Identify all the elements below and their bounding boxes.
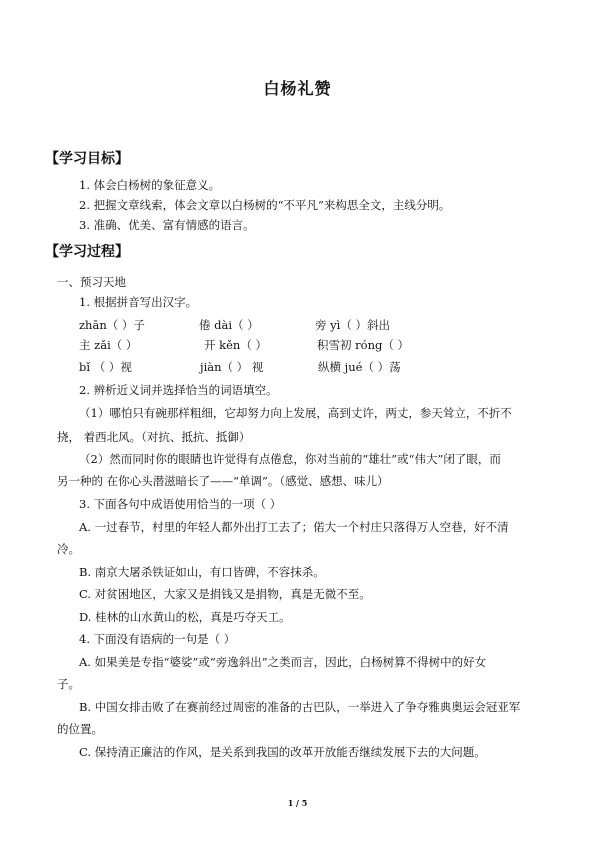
pinyin-item: 开 kěn（ ） (204, 338, 267, 352)
option-b: B. 南京大屠杀铁证如山，有口皆碑，不容抹杀。 (79, 565, 325, 579)
option-b: B. 中国女排击败了在赛前经过周密的准备的古巴队，一举进入了争夺雅典奥运会冠亚军 (79, 700, 521, 714)
question-2: 2. 辨析近义词并选择恰当的词语填空。 (79, 383, 278, 397)
pinyin-item: 纵横 jué（ ）荡 (318, 360, 401, 374)
question-3: 3. 下面各句中成语使用恰当的一项（ ） (79, 497, 282, 511)
pinyin-item: zhān（ ）子 (79, 318, 145, 332)
pinyin-item: 倦 dài（ ） (199, 318, 259, 332)
pinyin-item: jiàn（ ） 视 (200, 360, 264, 374)
option-a-cont: 冷。 (57, 542, 80, 556)
option-c: C. 对贫困地区，大家又是捐钱又是捐物，真是无微不至。 (79, 587, 371, 601)
goal-item: 2. 把握文章线索，体会文章以白杨树的“不平凡”来构思全文，主线分明。 (79, 198, 451, 212)
pinyin-item: 主 zǎi（ ） (79, 338, 138, 352)
question-1: 1. 根据拼音写出汉字。 (79, 295, 198, 309)
section-heading-process: 【学习过程】 (45, 244, 129, 260)
goal-item: 1. 体会白杨树的象征意义。 (79, 178, 221, 192)
pinyin-item: 旁 yì（ ）斜出 (315, 318, 390, 332)
option-a-cont: 子。 (57, 677, 80, 691)
part-heading: 一、预习天地 (57, 275, 126, 289)
page-title: 白杨礼赞 (263, 79, 332, 98)
option-b-cont: 的位置。 (57, 722, 103, 736)
pinyin-item: bǐ （ ）视 (79, 360, 132, 374)
question-text: （2）然而同时你的眼睛也许觉得有点倦怠，你对当前的“雄壮”或“伟大”闭了眼，而 (79, 452, 501, 466)
option-a: A. 一过春节，村里的年轻人都外出打工去了；偌大一个村庄只落得万人空巷，好不清 (79, 520, 509, 534)
option-c: C. 保持清正廉洁的作风，是关系到我国的改革开放能否继续发展下去的大问题。 (79, 745, 486, 759)
option-d: D. 桂林的山水黄山的松，真是巧夺天工。 (79, 610, 291, 624)
question-text: 挠， 着西北风。（对抗、抵抗、抵御） (57, 430, 251, 444)
question-4: 4. 下面没有语病的一句是（ ） (79, 632, 236, 646)
goal-item: 3. 准确、优美、富有情感的语言。 (79, 218, 255, 232)
question-text: 另一种的 在你心头潜滋暗长了——“单调”。（感觉、感想、味儿） (57, 474, 389, 488)
page-number: 1 / 5 (287, 798, 308, 808)
section-heading-goals: 【学习目标】 (45, 151, 129, 167)
question-text: （1）哪怕只有碗那样粗细，它却努力向上发展，高到丈许，两丈，参天耸立，不折不 (79, 406, 512, 420)
option-a: A. 如果美是专指“婆娑”或“旁逸斜出”之类而言，因此，白杨树算不得树中的好女 (79, 655, 487, 669)
pinyin-item: 积雪初 róng（ ） (317, 338, 409, 352)
